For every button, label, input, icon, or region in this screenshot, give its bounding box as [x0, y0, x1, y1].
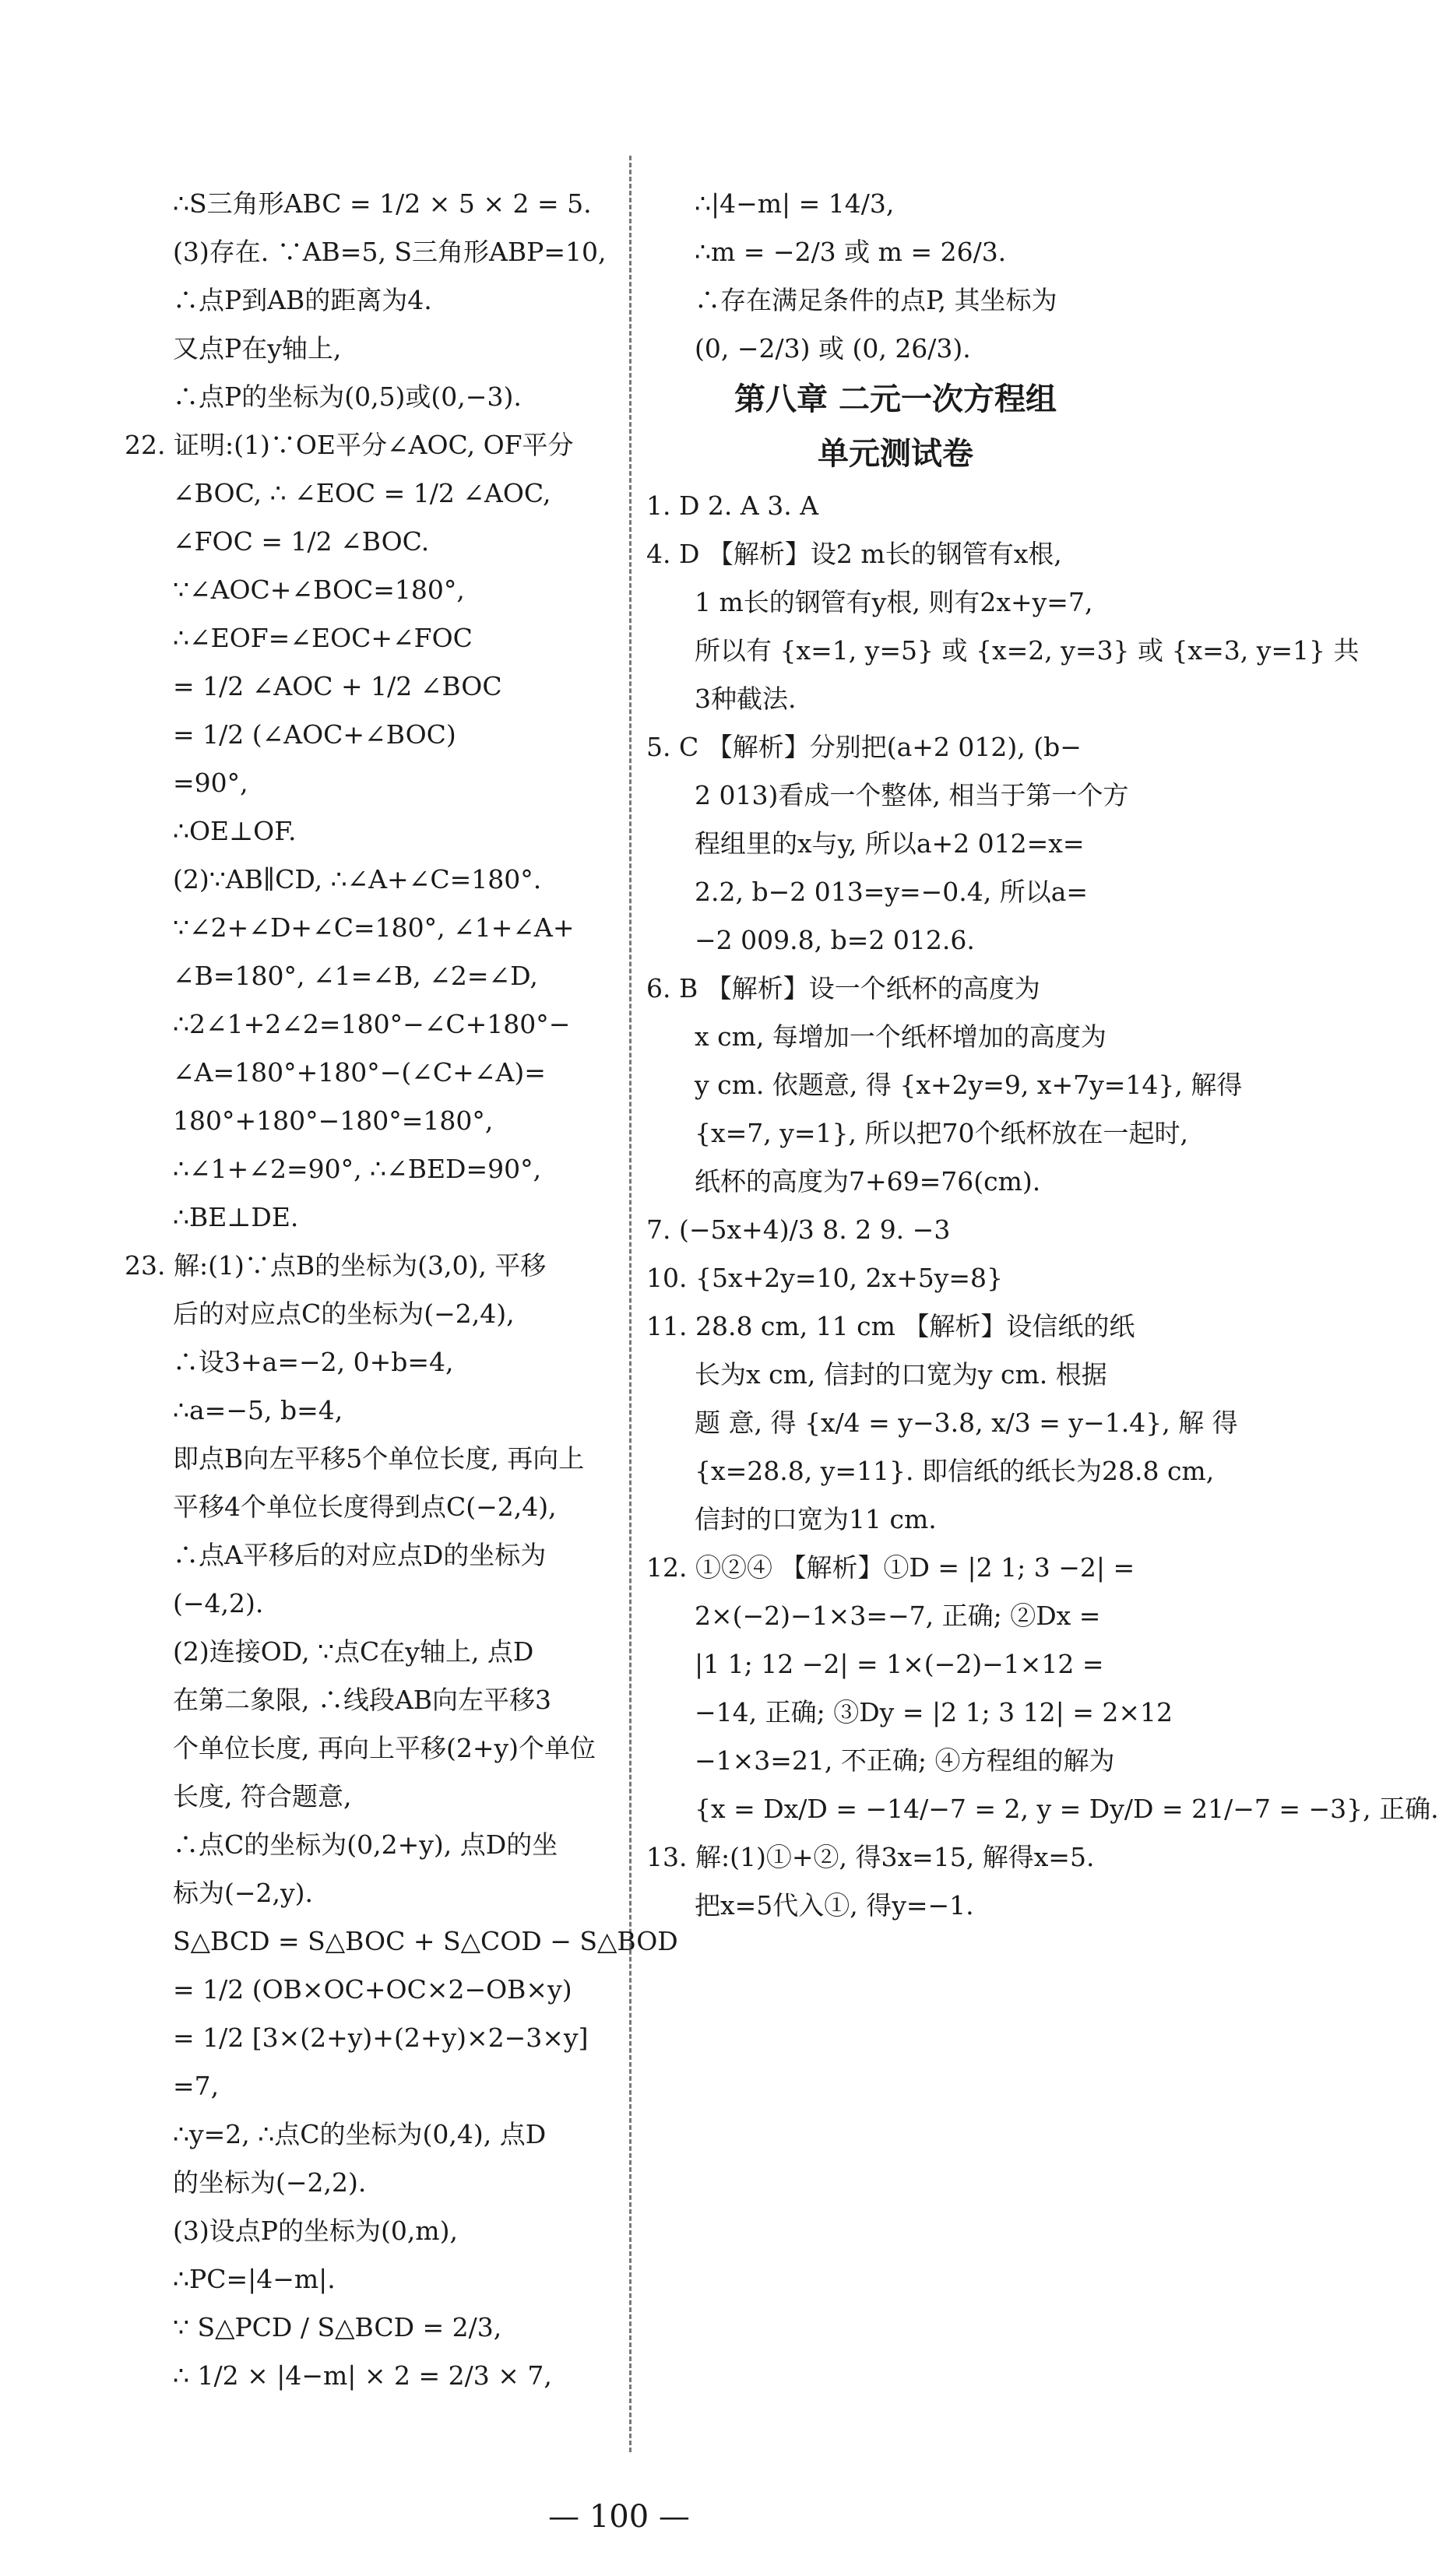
- text-line: ∠FOC = 1/2 ∠BOC.: [173, 526, 430, 557]
- text-line: 10. {5x+2y=10, 2x+5y=8}: [646, 1263, 1004, 1293]
- text-line: ∴2∠1+2∠2=180°−∠C+180°−: [173, 1009, 571, 1039]
- text-line: 13. 解:(1)①+②, 得3x=15, 解得x=5.: [646, 1842, 1095, 1872]
- text-line: = 1/2 (∠AOC+∠BOC): [173, 719, 456, 750]
- text-line: ∴OE⊥OF.: [173, 816, 297, 846]
- text-line: {x=7, y=1}, 所以把70个纸杯放在一起时,: [695, 1118, 1188, 1148]
- text-line: −1×3=21, 不正确; ④方程组的解为: [695, 1745, 1115, 1776]
- text-line: ∴点C的坐标为(0,2+y), 点D的坐: [173, 1829, 558, 1860]
- text-line: (3)存在. ∵AB=5, S三角形ABP=10,: [173, 237, 607, 267]
- text-line: 2.2, b−2 013=y=−0.4, 所以a=: [695, 877, 1089, 907]
- column-divider: [629, 156, 632, 2452]
- text-line: 纸杯的高度为7+69=76(cm).: [695, 1166, 1041, 1197]
- text-line: 把x=5代入①, 得y=−1.: [695, 1890, 974, 1921]
- text-line: ∠BOC, ∴ ∠EOC = 1/2 ∠AOC,: [173, 478, 551, 508]
- text-line: 平移4个单位长度得到点C(−2,4),: [173, 1492, 557, 1522]
- text-line: 长为x cm, 信封的口宽为y cm. 根据: [695, 1359, 1107, 1390]
- text-line: =7,: [173, 2071, 220, 2101]
- text-line: (0, −2/3) 或 (0, 26/3).: [695, 333, 971, 364]
- text-line: (3)设点P的坐标为(0,m),: [173, 2216, 458, 2246]
- text-line: ∴PC=|4−m|.: [173, 2264, 336, 2294]
- text-line: ∴|4−m| = 14/3,: [695, 188, 895, 219]
- text-line: (2)连接OD, ∵点C在y轴上, 点D: [173, 1636, 534, 1667]
- text-line: 22. 证明:(1)∵OE平分∠AOC, OF平分: [125, 430, 574, 460]
- text-line: 长度, 符合题意,: [173, 1781, 352, 1812]
- text-line: ∴设3+a=−2, 0+b=4,: [173, 1347, 454, 1377]
- right-column: [646, 187, 1439, 1937]
- text-line: ∴y=2, ∴点C的坐标为(0,4), 点D: [173, 2119, 547, 2149]
- text-line: ∴点P到AB的距离为4.: [173, 285, 432, 315]
- text-line: 个单位长度, 再向上平移(2+y)个单位: [173, 1733, 596, 1763]
- text-line: 即点B向左平移5个单位长度, 再向上: [173, 1443, 585, 1474]
- text-line: ∵∠AOC+∠BOC=180°,: [173, 575, 465, 605]
- text-line: ∴∠EOF=∠EOC+∠FOC: [173, 623, 473, 653]
- text-line: 信封的口宽为11 cm.: [695, 1504, 937, 1534]
- text-line: 2×(−2)−1×3=−7, 正确; ②Dx =: [695, 1601, 1101, 1631]
- text-line: x cm, 每增加一个纸杯增加的高度为: [695, 1021, 1107, 1052]
- text-line: = 1/2 [3×(2+y)+(2+y)×2−3×y]: [173, 2022, 589, 2053]
- text-line: y cm. 依题意, 得 {x+2y=9, x+7y=14}, 解得: [695, 1070, 1243, 1100]
- text-line: 11. 28.8 cm, 11 cm 【解析】设信纸的纸: [646, 1311, 1135, 1341]
- text-line: {x=28.8, y=11}. 即信纸的纸长为28.8 cm,: [695, 1456, 1215, 1486]
- text-line: (2)∵AB∥CD, ∴∠A+∠C=180°.: [173, 864, 542, 894]
- text-line: ∴点P的坐标为(0,5)或(0,−3).: [173, 381, 522, 412]
- text-line: ∴BE⊥DE.: [173, 1202, 299, 1232]
- text-line: ∵∠2+∠D+∠C=180°, ∠1+∠A+: [173, 912, 575, 943]
- text-line: ∴a=−5, b=4,: [173, 1395, 343, 1425]
- text-line: 在第二象限, ∴线段AB向左平移3: [173, 1685, 552, 1715]
- text-line: = 1/2 (OB×OC+OC×2−OB×y): [173, 1974, 572, 2005]
- text-line: ∠A=180°+180°−(∠C+∠A)=: [173, 1057, 546, 1088]
- text-line: ∴点A平移后的对应点D的坐标为: [173, 1540, 547, 1570]
- text-line: =90°,: [173, 768, 248, 798]
- text-line: −14, 正确; ③Dy = |2 1; 3 12| = 2×12: [695, 1697, 1173, 1727]
- section-title: 单元测试卷: [818, 436, 973, 472]
- text-line: 4. D 【解析】设2 m长的钢管有x根,: [646, 539, 1062, 569]
- text-line: ∴m = −2/3 或 m = 26/3.: [695, 237, 1007, 267]
- text-line: 程组里的x与y, 所以a+2 012=x=: [695, 828, 1085, 859]
- text-line: 2 013)看成一个整体, 相当于第一个方: [695, 780, 1129, 810]
- text-line: 12. ①②④ 【解析】①D = |2 1; 3 −2| =: [646, 1552, 1135, 1583]
- text-line: 后的对应点C的坐标为(−2,4),: [173, 1299, 515, 1329]
- text-line: = 1/2 ∠AOC + 1/2 ∠BOC: [173, 671, 502, 701]
- text-line: {x = Dx/D = −14/−7 = 2, y = Dy/D = 21/−7 = −3}, 正确.: [695, 1794, 1439, 1824]
- chapter-title: 第八章 二元一次方程组: [734, 381, 1057, 417]
- text-line: 1 m长的钢管有y根, 则有2x+y=7,: [695, 587, 1093, 617]
- text-line: 的坐标为(−2,2).: [173, 2167, 367, 2198]
- page-number: — 100 —: [548, 2499, 690, 2535]
- text-line: ∴∠1+∠2=90°, ∴∠BED=90°,: [173, 1154, 542, 1184]
- text-line: ∴ 1/2 × |4−m| × 2 = 2/3 × 7,: [173, 2360, 552, 2391]
- text-line: ∠B=180°, ∠1=∠B, ∠2=∠D,: [173, 961, 538, 991]
- text-line: ∵ S△PCD / S△BCD = 2/3,: [173, 2312, 502, 2342]
- text-line: 标为(−2,y).: [173, 1878, 314, 1908]
- text-line: −2 009.8, b=2 012.6.: [695, 925, 975, 955]
- text-line: |1 1; 12 −2| = 1×(−2)−1×12 =: [695, 1649, 1104, 1679]
- text-line: 7. (−5x+4)/3 8. 2 9. −3: [646, 1214, 951, 1245]
- text-line: (−4,2).: [173, 1588, 264, 1618]
- text-line: 180°+180°−180°=180°,: [173, 1105, 494, 1136]
- text-line: S△BCD = S△BOC + S△COD − S△BOD: [173, 1926, 678, 1956]
- text-line: 6. B 【解析】设一个纸杯的高度为: [646, 973, 1040, 1003]
- text-line: 1. D 2. A 3. A: [646, 490, 819, 521]
- left-column: [125, 187, 678, 2407]
- text-line: ∴S三角形ABC = 1/2 × 5 × 2 = 5.: [173, 188, 592, 219]
- text-line: 所以有 {x=1, y=5} 或 {x=2, y=3} 或 {x=3, y=1} 共: [695, 635, 1360, 666]
- text-line: 3种截法.: [695, 684, 797, 714]
- text-line: 又点P在y轴上,: [173, 333, 342, 364]
- text-line: 23. 解:(1)∵点B的坐标为(3,0), 平移: [125, 1250, 547, 1281]
- text-line: 题 意, 得 {x/4 = y−3.8, x/3 = y−1.4}, 解 得: [695, 1407, 1238, 1438]
- text-line: ∴存在满足条件的点P, 其坐标为: [695, 285, 1057, 315]
- text-line: 5. C 【解析】分别把(a+2 012), (b−: [646, 732, 1082, 762]
